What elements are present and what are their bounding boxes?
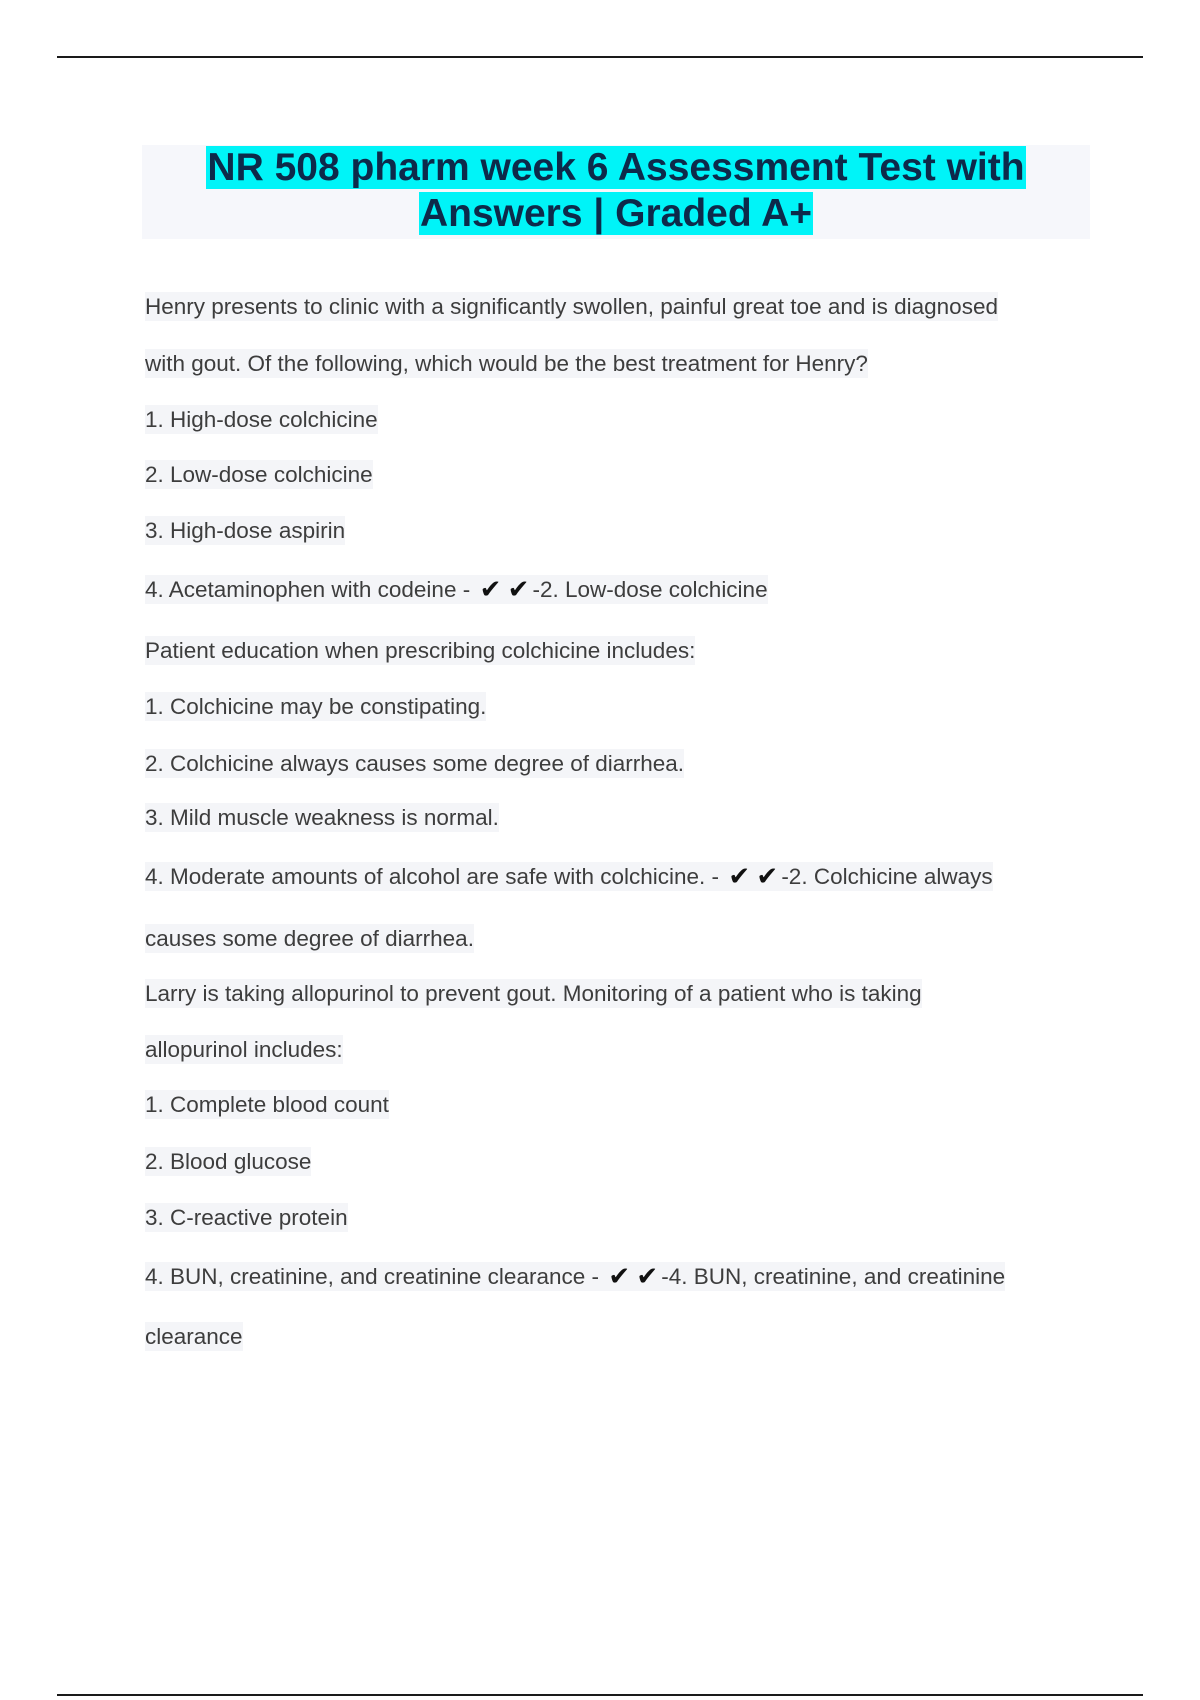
question-2-stem-line-1: Patient education when prescribing colchicine includes:: [145, 638, 696, 663]
question-3-stem-line-1: Larry is taking allopurinol to prevent gout. Monitoring of a patient who is taking: [145, 981, 922, 1006]
question-3-stem-line-2: allopurinol includes:: [145, 1037, 343, 1062]
checkmark-icon: ✔: [479, 575, 502, 605]
question-2-option-2: 2. Colchicine always causes some degree of diarrhea.: [145, 751, 685, 776]
question-1-option-1: 1. High-dose colchicine: [145, 407, 378, 432]
checkmark-icon: ✔: [507, 575, 530, 605]
top-rule: [57, 56, 1143, 58]
checkmark-icon: ✔: [636, 1262, 659, 1292]
question-3-answer-line-2: clearance: [145, 1324, 243, 1349]
bottom-rule: [57, 1694, 1143, 1696]
page-title-line-1: NR 508 pharm week 6 Assessment Test with: [207, 146, 1025, 189]
page-title-line-2: Answers | Graded A+: [419, 192, 813, 235]
question-1-option-4-with-answer: [145, 573, 768, 607]
question-1-answer: -2. Low-dose colchicine: [532, 577, 768, 602]
question-2-option-4-with-answer: [145, 860, 993, 894]
question-2-option-3: 3. Mild muscle weakness is normal.: [145, 805, 499, 830]
question-3-option-4: 4. BUN, creatinine, and creatinine clearance -: [145, 1264, 606, 1289]
question-3-option-2: 2. Blood glucose: [145, 1149, 312, 1174]
question-3-option-4-with-answer: [145, 1260, 1005, 1294]
question-3-option-1: 1. Complete blood count: [145, 1092, 389, 1117]
question-2-option-4: 4. Moderate amounts of alcohol are safe with colchicine. -: [145, 864, 726, 889]
question-2-answer-line-1: -2. Colchicine always: [781, 864, 993, 889]
question-2-answer-line-2: causes some degree of diarrhea.: [145, 926, 474, 951]
question-1-stem-line-2: with gout. Of the following, which would be the best treatment for Henry?: [145, 351, 868, 376]
question-1-stem-line-1: Henry presents to clinic with a significantly swollen, painful great toe and is diagnosed: [145, 294, 998, 319]
question-1-option-2: 2. Low-dose colchicine: [145, 462, 373, 487]
title-banner: [142, 145, 1090, 239]
checkmark-icon: ✔: [608, 1262, 631, 1292]
question-3-option-3: 3. C-reactive protein: [145, 1205, 348, 1230]
checkmark-icon: ✔: [756, 862, 779, 892]
question-2-option-1: 1. Colchicine may be constipating.: [145, 694, 487, 719]
question-1-option-4: 4. Acetaminophen with codeine -: [145, 577, 477, 602]
question-3-answer-line-1: -4. BUN, creatinine, and creatinine: [661, 1264, 1006, 1289]
question-1-option-3: 3. High-dose aspirin: [145, 518, 346, 543]
checkmark-icon: ✔: [728, 862, 751, 892]
